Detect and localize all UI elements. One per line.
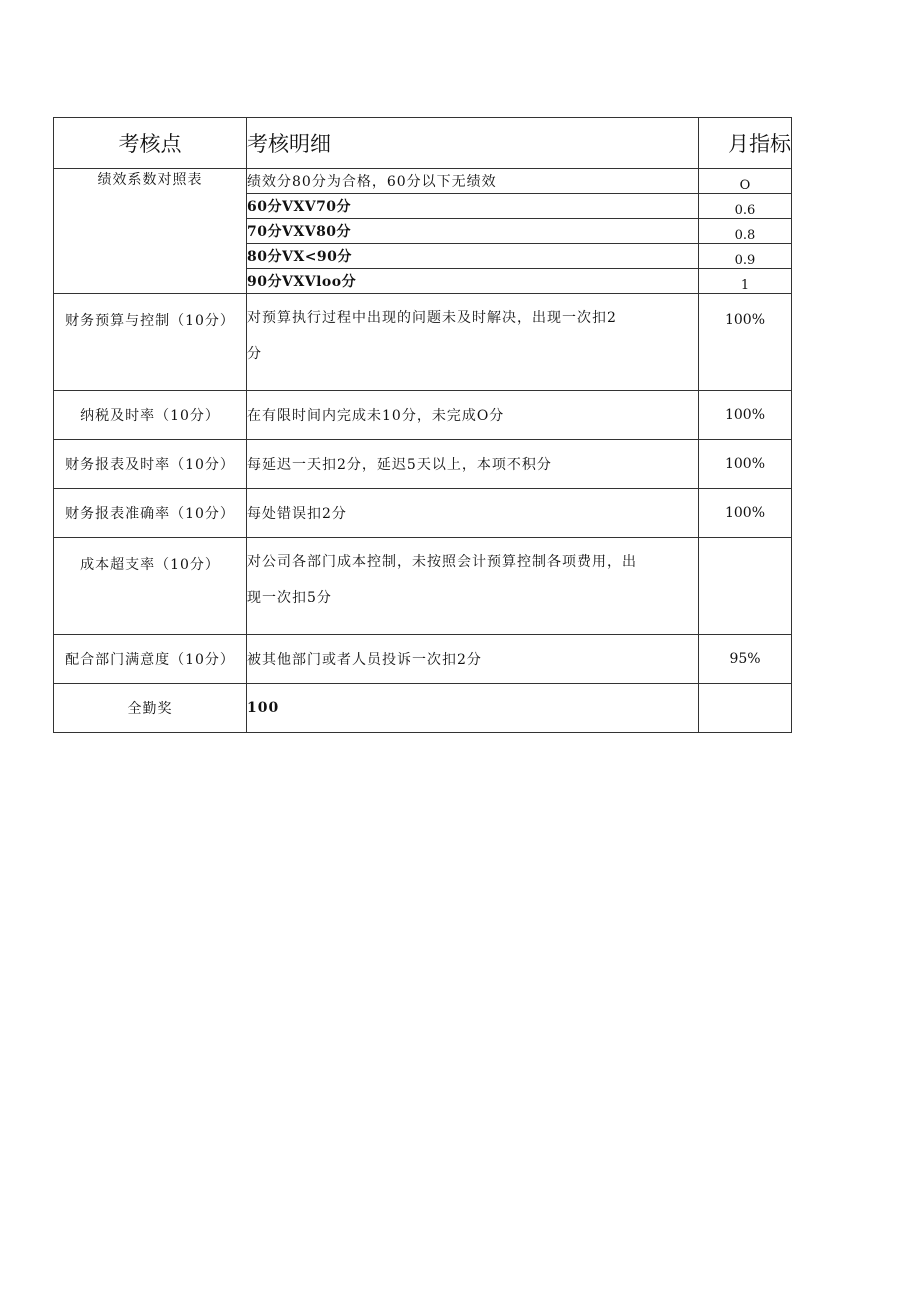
- assessment-detail: 100: [247, 684, 699, 733]
- monthly-target: [699, 684, 792, 733]
- table-row: [54, 391, 792, 440]
- header-target: 月指标: [699, 118, 792, 169]
- table-row: [54, 538, 792, 635]
- assessment-point: 成本超支率（10分）: [54, 538, 247, 635]
- coefficient-label: 绩效系数对照表: [54, 169, 247, 294]
- kpi-table: [53, 117, 792, 733]
- assessment-point: 纳税及时率（10分）: [54, 391, 247, 440]
- assessment-detail: 被其他部门或者人员投诉一次扣2分: [247, 635, 699, 684]
- coefficient-detail: 70分VXV80分: [247, 219, 699, 244]
- table-row: [54, 169, 792, 194]
- assessment-detail: [247, 294, 699, 391]
- monthly-target: 100%: [699, 489, 792, 538]
- monthly-target: 100%: [699, 294, 792, 391]
- table-row: [54, 635, 792, 684]
- coefficient-detail: 绩效分80分为合格，60分以下无绩效: [247, 169, 699, 194]
- coefficient-value: 0.6: [699, 194, 792, 219]
- coefficient-detail: 80分VX<90分: [247, 244, 699, 269]
- table-row: [54, 294, 792, 391]
- detail-line: 现一次扣5分: [247, 590, 332, 606]
- detail-line: 分: [247, 346, 262, 362]
- assessment-point: 财务预算与控制（10分）: [54, 294, 247, 391]
- monthly-target: 100%: [699, 440, 792, 489]
- assessment-point: 财务报表及时率（10分）: [54, 440, 247, 489]
- assessment-detail: [247, 538, 699, 635]
- assessment-point: 配合部门满意度（10分）: [54, 635, 247, 684]
- assessment-detail: 在有限时间内完成未10分，未完成O分: [247, 391, 699, 440]
- coefficient-value: 0.8: [699, 219, 792, 244]
- assessment-point: 全勤奖: [54, 684, 247, 733]
- assessment-detail: 每处错误扣2分: [247, 489, 699, 538]
- coefficient-value: 0.9: [699, 244, 792, 269]
- monthly-target: 100%: [699, 391, 792, 440]
- monthly-target: [699, 538, 792, 635]
- detail-line: 对公司各部门成本控制，未按照会计预算控制各项费用，出: [247, 554, 637, 570]
- coefficient-detail: 60分VXV70分: [247, 194, 699, 219]
- coefficient-value: O: [699, 169, 792, 194]
- header-point: 考核点: [54, 118, 247, 169]
- detail-line: 对预算执行过程中出现的问题未及时解决，出现一次扣2: [247, 310, 617, 326]
- table-row: [54, 440, 792, 489]
- monthly-target: 95%: [699, 635, 792, 684]
- coefficient-value: 1: [699, 269, 792, 294]
- header-detail: 考核明细: [247, 118, 699, 169]
- header-row: [54, 118, 792, 169]
- assessment-point: 财务报表准确率（10分）: [54, 489, 247, 538]
- table-row: [54, 489, 792, 538]
- coefficient-detail: 90分VXVloo分: [247, 269, 699, 294]
- table-row: [54, 684, 792, 733]
- assessment-detail: 每延迟一天扣2分，延迟5天以上，本项不积分: [247, 440, 699, 489]
